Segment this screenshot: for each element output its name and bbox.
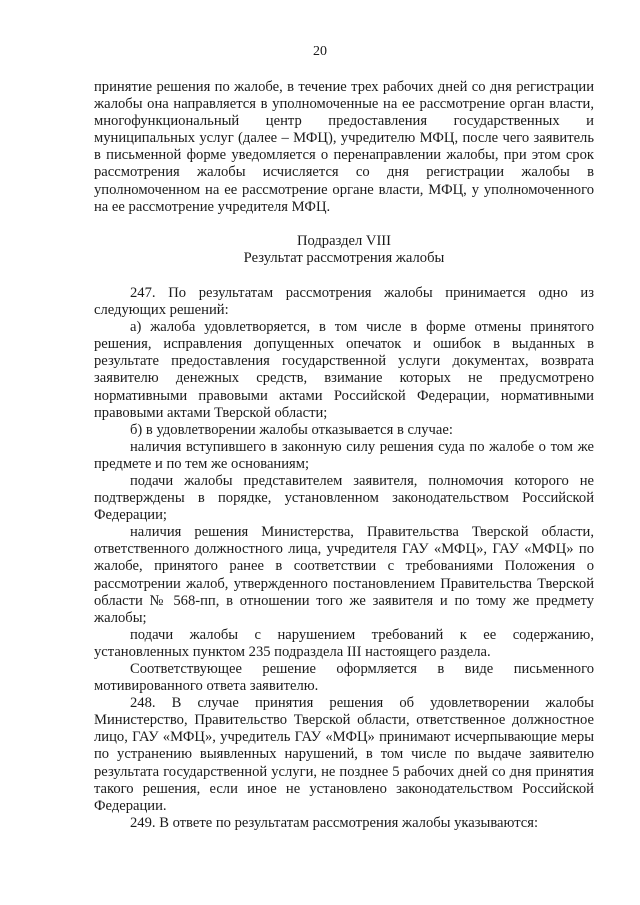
- subsection-label: Подраздел VIII: [296, 232, 392, 249]
- intro-paragraph: принятие решения по жалобе, в течение трех рабочих дней со дня регистрации жалобы она направляется в уполномоченные на ее рассмотрение орган власти, многофункциональный центр предоставления государственных и муниципальных услуг (далее – МФЦ), учредителю МФЦ, после чего заявитель в письменной форме уведомляется о перенаправлении жалобы, при этом срок рассмотрения жалобы исчисляется со дня регистрации жалобы в уполномоченном на ее рассмотрение органе власти, МФЦ, у уполномоченного на ее рассмотрение учредителя МФЦ.: [94, 79, 594, 215]
- subsection-heading: [94, 233, 594, 267]
- subsection-title: Результат рассмотрения жалобы: [243, 249, 445, 266]
- refusal-ground-content-violation: подачи жалобы с нарушением требований к ее содержанию, установленных пунктом 235 подраздела III настоящего раздела.: [94, 626, 594, 660]
- document-body: [94, 79, 594, 832]
- clause-247-item-b: б) в удовлетворении жалобы отказывается в случае:: [130, 421, 453, 438]
- clause-247-item-a: а) жалоба удовлетворяется, в том числе в форме отмены принятого решения, исправления допущенных опечаток и ошибок в выданных в результате предоставления государственной услуги документах, возврата заявителю денежных средств, взимание которых не предусмотрено нормативными правовыми актами Российской Федерации, нормативными правовыми актами Тверской области;: [94, 319, 594, 421]
- decision-form-paragraph: Соответствующее решение оформляется в виде письменного мотивированного ответа заявителю.: [94, 661, 594, 695]
- refusal-ground-representative: подачи жалобы представителем заявителя, полномочия которого не подтверждены в порядке, установленном законодательством Российской Федерации;: [94, 472, 594, 524]
- page-number: 20: [313, 44, 327, 59]
- refusal-ground-prior-decision: наличия решения Министерства, Правительства Тверской области, ответственного должностного лица, учредителя ГАУ «МФЦ», ГАУ «МФЦ» по жалобе, принятого ранее в соответствии с требованиями Положения о рассмотрении жалоб, утвержденного постановлением Правительства Тверской области № 568-пп, в отношении того же заявителя и по тому же предмету жалобы;: [94, 524, 594, 626]
- refusal-ground-court-decision: наличия вступившего в законную силу решения суда по жалобе о том же предмете и по тем же основаниям;: [94, 438, 594, 472]
- clause-249: 249. В ответе по результатам рассмотрения жалобы указываются:: [130, 814, 539, 831]
- clause-248: 248. В случае принятия решения об удовлетворении жалобы Министерство, Правительство Тверской области, ответственное должностное лицо, ГАУ «МФЦ», учредитель ГАУ «МФЦ» принимают исчерпывающие меры по устранению выявленных нарушений, в том числе по выдаче заявителю результата государственной услуги, не позднее 5 рабочих дней со дня принятия такого решения, если иное не установлено законодательством Российской Федерации.: [94, 695, 594, 814]
- clause-247: 247. По результатам рассмотрения жалобы принимается одно из следующих решений:: [94, 284, 594, 319]
